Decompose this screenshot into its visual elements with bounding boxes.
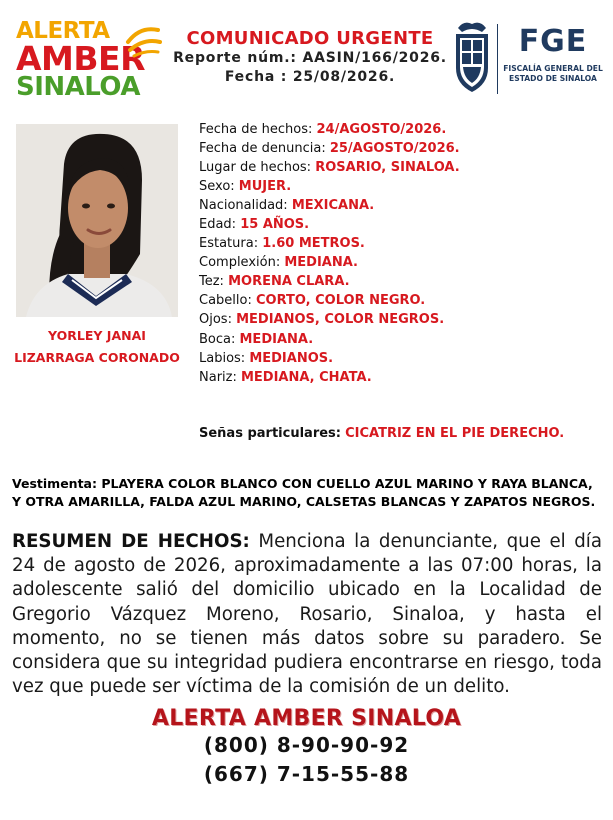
logo-text-sinaloa: SINALOA	[16, 72, 140, 102]
fge-name-line2: ESTADO DE SINALOA	[509, 74, 597, 83]
detail-cabello	[199, 291, 460, 310]
logo-text-alerta: ALERTA	[16, 18, 110, 44]
detail-lugar-hechos	[199, 158, 460, 177]
detail-value: MUJER.	[238, 179, 292, 195]
detail-value: 25/AGOSTO/2026.	[329, 141, 460, 157]
detail-label: Tez:	[199, 274, 229, 290]
detail-sexo	[199, 177, 460, 196]
missing-person-photo	[16, 124, 178, 317]
detail-value: MORENA CLARA.	[228, 274, 350, 290]
detail-ojos	[199, 310, 460, 329]
bulletin-title: COMUNICADO URGENTE	[186, 28, 434, 49]
detail-label: Cabello:	[199, 293, 256, 309]
detail-value: MEDIANA, CHATA.	[240, 369, 372, 385]
detail-label: Nacionalidad:	[199, 198, 292, 214]
detail-label: Boca:	[199, 331, 240, 347]
logo-text-amber: AMBER	[16, 39, 145, 78]
detail-value: CORTO, COLOR NEGRO.	[255, 293, 426, 309]
fge-acronym: FGE	[518, 24, 588, 59]
sinaloa-seal-icon	[452, 18, 492, 96]
agency-divider	[497, 24, 498, 94]
distinguishing-marks-label: Señas particulares:	[199, 426, 341, 441]
detail-value: 24/AGOSTO/2026.	[316, 122, 447, 137]
person-details-list	[199, 120, 460, 387]
detail-label: Fecha de hechos:	[199, 122, 317, 137]
detail-label: Sexo:	[199, 179, 239, 195]
fge-name-line1: FISCALÍA GENERAL DEL	[503, 64, 603, 73]
detail-value: MEDIANA.	[284, 255, 358, 271]
contact-footer	[0, 706, 613, 789]
report-date: Fecha : 25/08/2026.	[224, 69, 396, 85]
detail-nariz	[199, 368, 460, 387]
detail-value: 15 AÑOS.	[240, 217, 310, 233]
detail-labios	[199, 349, 460, 368]
phone-number-local: (667) 7-15-55-88	[203, 762, 410, 786]
distinguishing-marks	[199, 426, 564, 441]
detail-value: ROSARIO, SINALOA.	[315, 160, 460, 176]
distinguishing-marks-value: CICATRIZ EN EL PIE DERECHO.	[345, 426, 565, 441]
fge-logo	[503, 26, 603, 84]
detail-label: Edad:	[199, 217, 241, 233]
summary-of-events	[12, 530, 602, 699]
detail-label: Complexión:	[199, 255, 285, 271]
detail-label: Nariz:	[199, 369, 241, 385]
detail-complexion	[199, 253, 460, 272]
detail-label: Lugar de hechos:	[199, 160, 316, 176]
detail-value: MEDIANOS.	[249, 350, 334, 366]
detail-fecha-denuncia	[199, 139, 460, 158]
detail-label: Estatura:	[199, 236, 263, 252]
phone-number-toll-free: (800) 8-90-90-92	[203, 733, 410, 757]
person-name-line1: YORLEY JANAI	[48, 328, 146, 343]
detail-label: Labios:	[199, 350, 250, 366]
detail-value: 1.60 METROS.	[262, 236, 365, 252]
detail-value: MEXICANA.	[291, 198, 375, 214]
person-name-line2: LIZARRAGA CORONADO	[14, 350, 180, 365]
detail-estatura	[199, 234, 460, 253]
summary-label: RESUMEN DE HECHOS:	[12, 531, 250, 552]
detail-fecha-hechos	[199, 120, 460, 139]
detail-edad	[199, 215, 460, 234]
alerta-amber-sinaloa-logo	[12, 18, 162, 104]
detail-tez	[199, 272, 460, 291]
detail-nacionalidad	[199, 196, 460, 215]
bulletin-header	[172, 28, 448, 87]
person-portrait-image	[16, 124, 178, 317]
alert-signal-icon	[124, 20, 162, 60]
footer-alert-title: ALERTA AMBER SINALOA	[151, 706, 462, 731]
report-number: Reporte núm.: AASIN/166/2026.	[173, 50, 447, 66]
missing-person-name	[4, 325, 190, 369]
detail-value: MEDIANA.	[239, 331, 314, 347]
detail-boca	[199, 330, 460, 349]
clothing-description: Vestimenta: PLAYERA COLOR BLANCO CON CUELLO AZUL MARINO Y RAYA BLANCA, Y OTRA AMARILLA, FALDA AZUL MARINO, CALSETAS BLANCAS Y ZAPATOS NEGROS.	[12, 476, 596, 509]
detail-label: Fecha de denuncia:	[199, 141, 330, 157]
detail-label: Ojos:	[199, 312, 237, 328]
detail-value: MEDIANOS, COLOR NEGROS.	[236, 312, 445, 328]
summary-text: Menciona la denunciante, que el día 24 de agosto de 2026, aproximadamente a las 07:00 horas, la adolescente salió del domicilio ubicado en la Localidad de Gregorio Vázquez Moreno, Rosario, Sinaloa, y hasta el momento, no se tienen más datos sobre su paradero. Se considera que su integridad pudiera encontrarse en riesgo, toda vez que puede ser víctima de la comisión de un delito.	[12, 531, 602, 698]
